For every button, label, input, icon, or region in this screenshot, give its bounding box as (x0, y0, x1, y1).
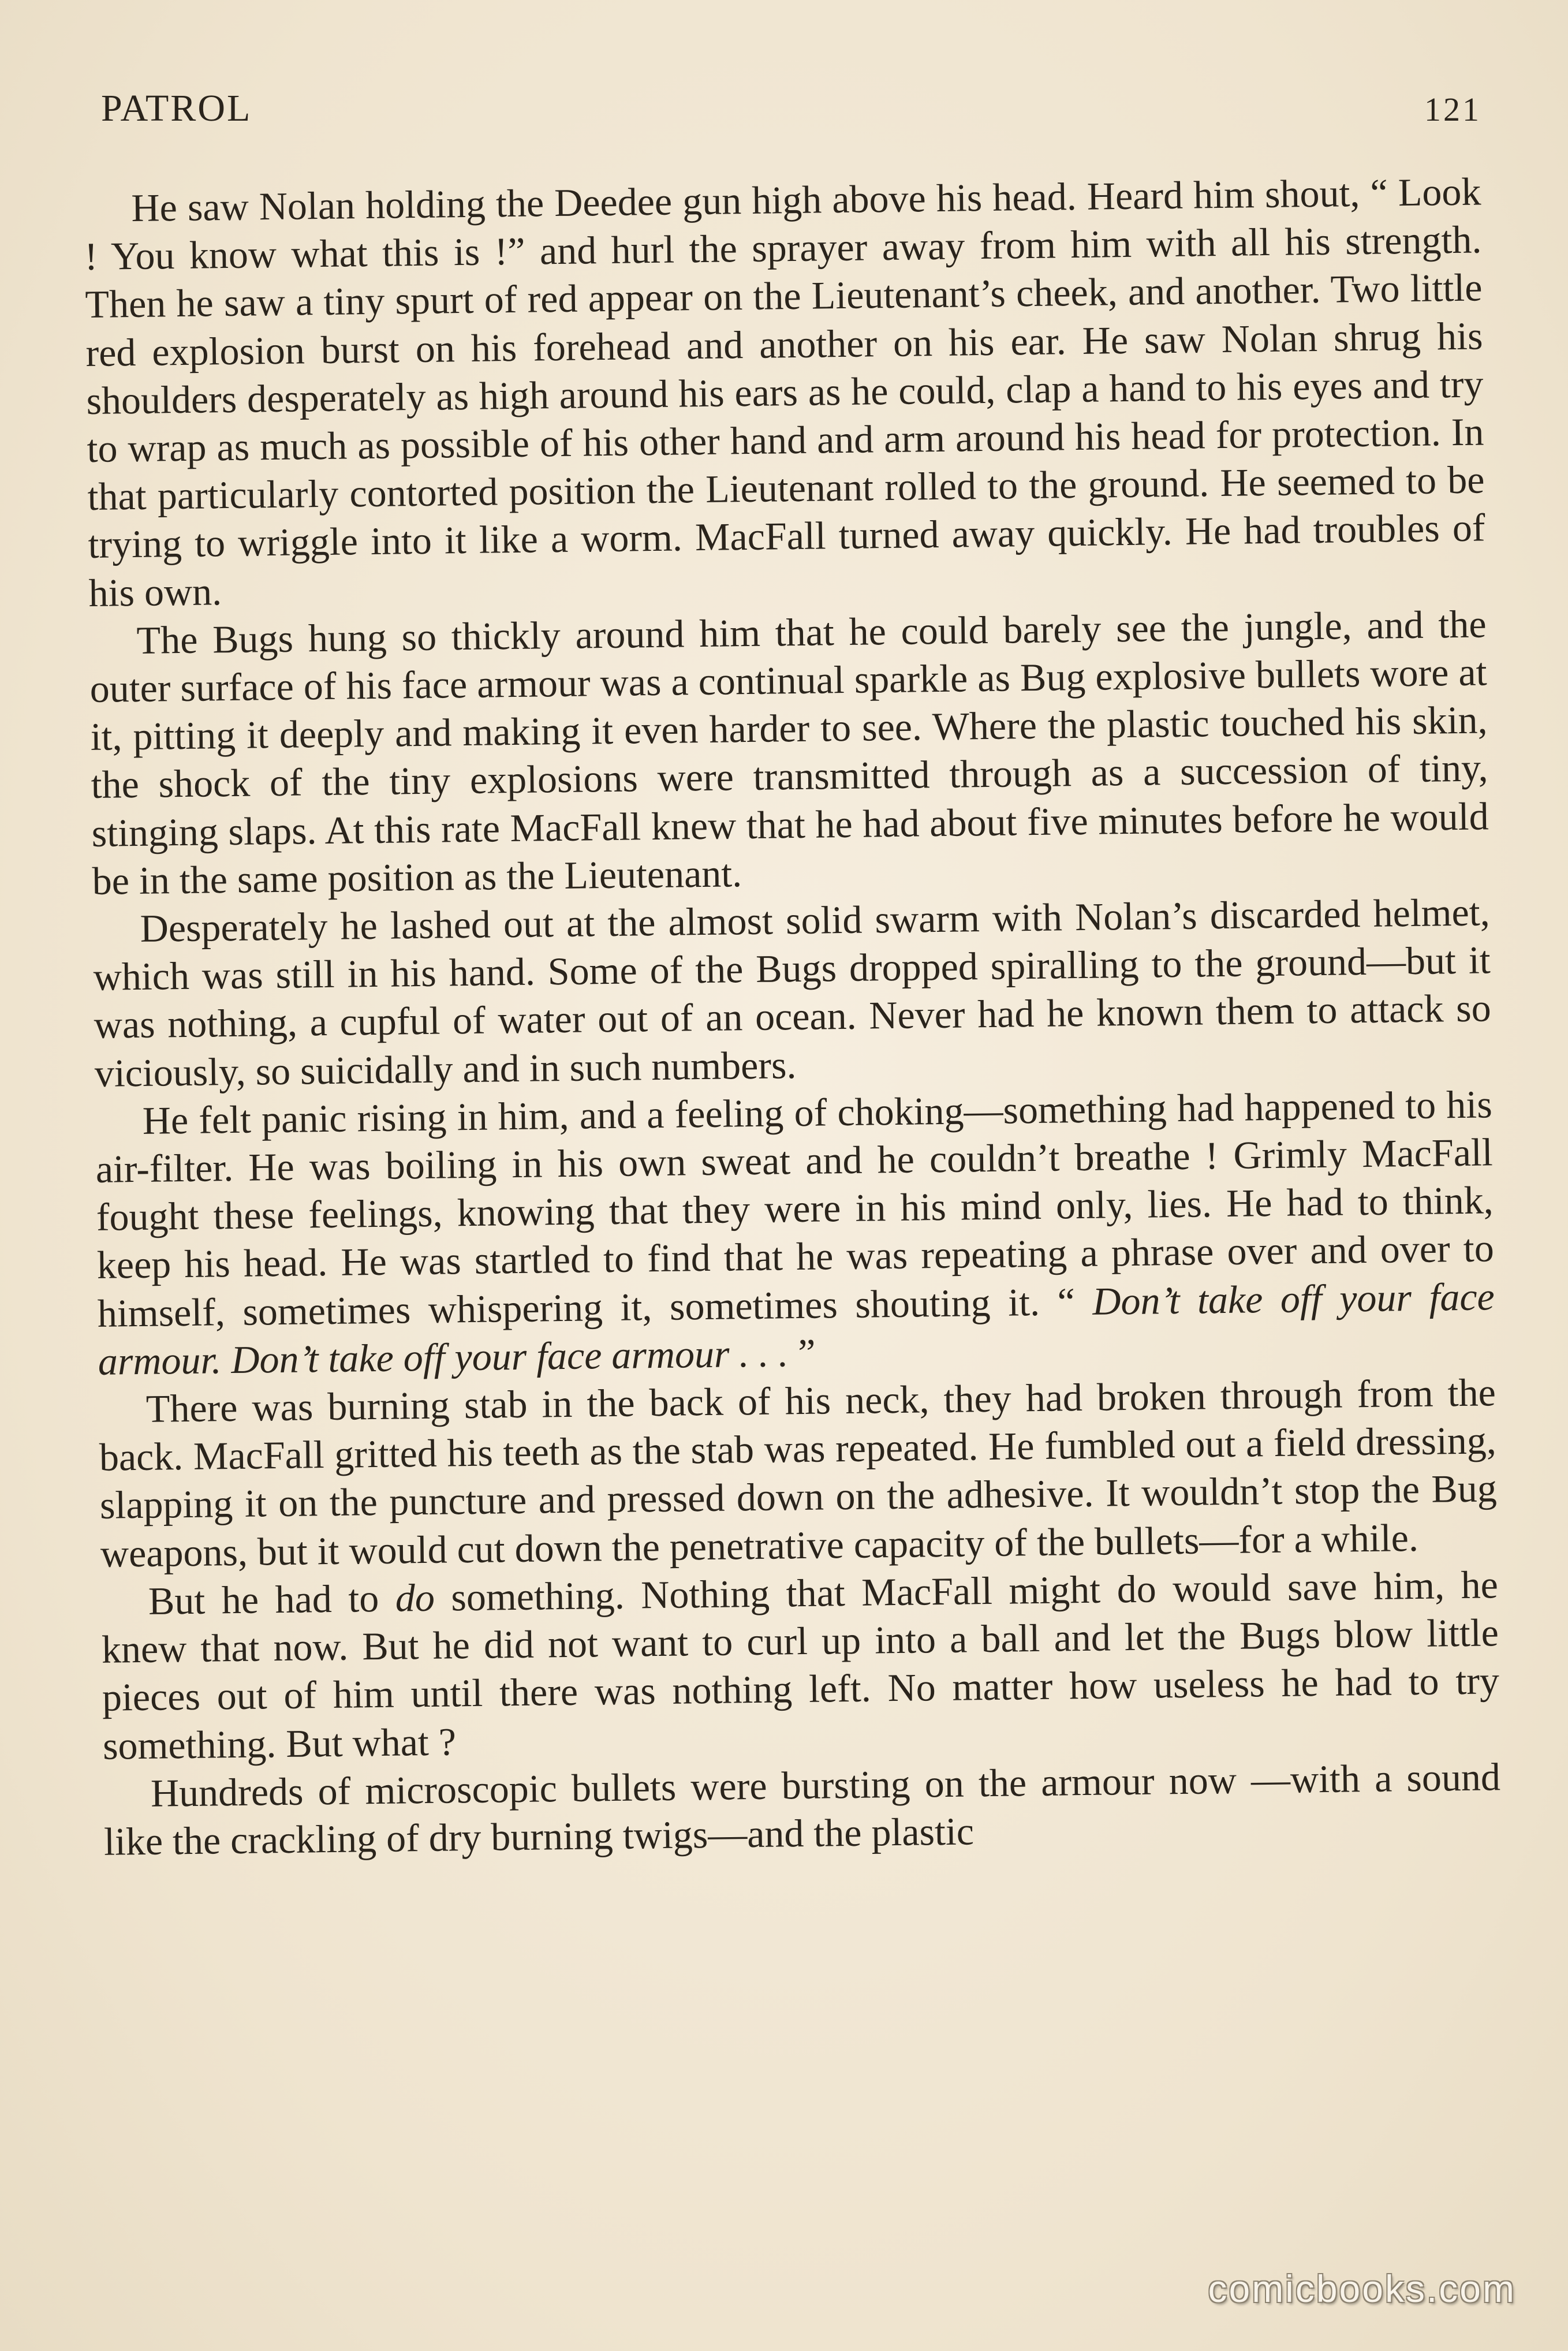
paragraph-5: There was burning stab in the back of his neck, they had broken through from the back. MacFall gritted his teeth as the stab was repeated. He fumbled out a field dressing, slapping it on the puncture and pressed down on the adhesive. It wouldn’t stop the Bug weapons, but it would cut down the penetrative capacity of the bullets—for a while. (99, 1370, 1498, 1576)
paragraph-7: Hundreds of microscopic bullets were bursting on the armour now —with a sound like the crackling of dry burning twigs—and the plastic (103, 1754, 1501, 1864)
page-header (101, 87, 1481, 139)
body-text (84, 167, 1501, 1865)
paragraph-6 (100, 1561, 1500, 1770)
paragraph-6-start: But he had to (148, 1576, 396, 1623)
paragraph-6-rest: something. Nothing that MacFall might do would save him, he knew that now. But he did not want to curl up into a ball and let the Bugs blow little pieces out of him until there was nothing left. No matter how useless he had to try something. But what ? (101, 1562, 1500, 1768)
watermark: comicbooks.com (1208, 2267, 1516, 2310)
paragraph-1: He saw Nolan holding the Deedee gun high above his head. Heard him shout, “ Look ! You know what this is !” and hurl the sprayer away from him with all his strength. Then he saw a tiny spurt of red appear on the Lieutenant’s cheek, and another. Two little red explosion burst on his forehead and another on his ear. He saw Nolan shrug his shoulders desperately as high around his ears as he could, clap a hand to his eyes and try to wrap as much as possible of his other hand and arm around his head for protection. In that particularly contorted position the Lieutenant rolled to the ground. He seemed to be trying to wriggle into it like a worm. MacFall turned away quickly. He had troubles of his own. (84, 169, 1485, 615)
paragraph-4-text: He felt panic rising in him, and a feeling of choking—something had happened to his air-filter. He was boiling in his own sweat and he couldn’t breathe ! Grimly MacFall fought these feelings, knowing that they were in his mind only, lies. He had to think, keep his head. He was startled to find that he was repeating a phrase over and over to himself, sometimes whispering it, sometimes shouting it. “ (95, 1082, 1495, 1335)
paragraph-4-italic-phrase: Don’t take off your face armour. Don’t take off your face armour . . . (98, 1274, 1495, 1383)
paragraph-2: The Bugs hung so thickly around him that he could barely see the jungle, and the outer surface of his face armour was a continual sparkle as Bug explosive bullets wore at it, pitting it deeply and making it even harder to see. Where the plastic touched his skin, the shock of the tiny explosions were transmitted through as a succession of tiny, stinging slaps. At this rate MacFall knew that he had about five minutes before he would be in the same position as the Lieutenant. (89, 602, 1489, 903)
page-number: 121 (1424, 91, 1481, 128)
paragraph-4-close-quote: ” (787, 1330, 816, 1375)
paragraph-6-italic-word: do (395, 1575, 435, 1620)
paragraph-3: Desperately he lashed out at the almost solid swarm with Nolan’s discarded helmet, which was still in his hand. Some of the Bugs dropped spiralling to the ground—but it was nothing, a cupful of water out of an ocean. Never had he known them to attack so viciously, so suicidally and in such numbers. (93, 890, 1492, 1095)
paragraph-4 (95, 1080, 1495, 1386)
running-head: PATROL (101, 87, 252, 129)
